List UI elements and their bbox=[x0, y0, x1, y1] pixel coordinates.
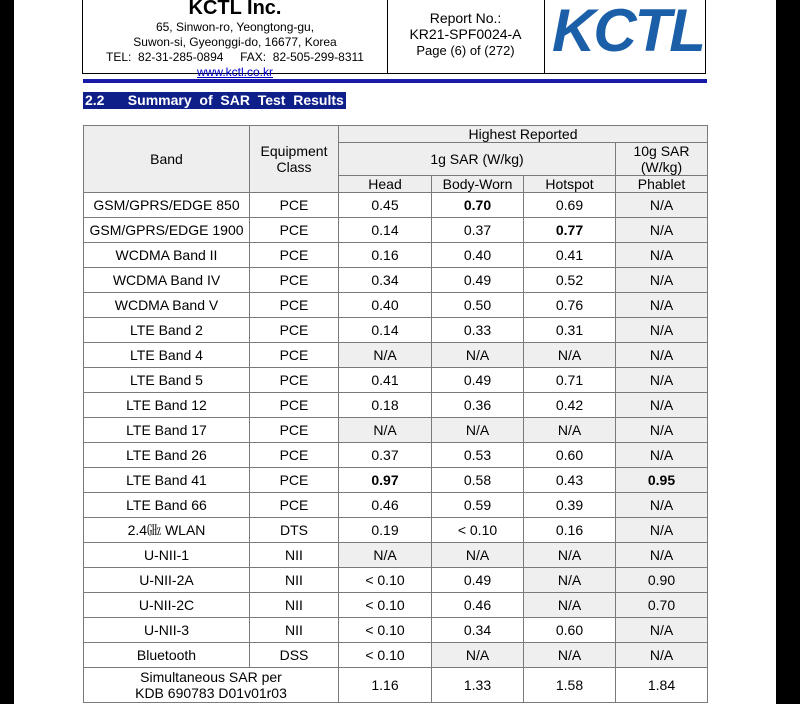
head-cell: 0.16 bbox=[339, 243, 432, 268]
body-worn-cell: 0.46 bbox=[432, 593, 524, 618]
equipment-cell: PCE bbox=[250, 193, 339, 218]
page-header bbox=[82, 0, 706, 79]
head-cell: 0.46 bbox=[339, 493, 432, 518]
band-cell: WCDMA Band II bbox=[84, 243, 250, 268]
hotspot-cell: N/A bbox=[524, 543, 616, 568]
table-row bbox=[84, 193, 708, 218]
simultaneous-row bbox=[84, 668, 708, 703]
hotspot-cell: 0.60 bbox=[524, 443, 616, 468]
table-row bbox=[84, 543, 708, 568]
head-cell: 0.14 bbox=[339, 218, 432, 243]
equipment-cell: PCE bbox=[250, 343, 339, 368]
body-worn-cell: 0.34 bbox=[432, 618, 524, 643]
band-cell: WCDMA Band IV bbox=[84, 268, 250, 293]
report-block bbox=[387, 0, 545, 73]
equipment-cell: PCE bbox=[250, 218, 339, 243]
body-worn-cell: N/A bbox=[432, 418, 524, 443]
band-cell: LTE Band 17 bbox=[84, 418, 250, 443]
col-header-1g: 1g SAR (W/kg) bbox=[339, 143, 616, 176]
phablet-cell: N/A bbox=[616, 518, 708, 543]
band-cell: Bluetooth bbox=[84, 643, 250, 668]
col-header-10g: 10g SAR (W/kg) bbox=[616, 143, 708, 176]
table-row bbox=[84, 593, 708, 618]
body-worn-cell: N/A bbox=[432, 643, 524, 668]
body-worn-cell: 0.70 bbox=[432, 193, 524, 218]
report-label: Report No.: bbox=[429, 10, 502, 26]
equipment-cell: PCE bbox=[250, 418, 339, 443]
band-cell: LTE Band 26 bbox=[84, 443, 250, 468]
phablet-cell: N/A bbox=[616, 443, 708, 468]
hotspot-cell: 0.69 bbox=[524, 193, 616, 218]
hotspot-cell: N/A bbox=[524, 568, 616, 593]
logo-block bbox=[544, 0, 705, 73]
equipment-cell: PCE bbox=[250, 443, 339, 468]
equipment-cell: PCE bbox=[250, 368, 339, 393]
table-row bbox=[84, 493, 708, 518]
hotspot-cell: 0.31 bbox=[524, 318, 616, 343]
equipment-cell: PCE bbox=[250, 393, 339, 418]
col-header-band: Band bbox=[84, 126, 250, 193]
equipment-cell: PCE bbox=[250, 293, 339, 318]
header-rule bbox=[83, 79, 707, 83]
simultaneous-body-worn: 1.33 bbox=[432, 668, 524, 703]
hotspot-cell: N/A bbox=[524, 418, 616, 443]
head-cell: < 0.10 bbox=[339, 643, 432, 668]
company-name: KCTL Inc. bbox=[188, 0, 282, 19]
company-block bbox=[83, 0, 388, 79]
table-row bbox=[84, 418, 708, 443]
table-row bbox=[84, 368, 708, 393]
body-worn-cell: 0.40 bbox=[432, 243, 524, 268]
col-header-equipment: Equipment Class bbox=[250, 126, 339, 193]
head-cell: 0.34 bbox=[339, 268, 432, 293]
body-worn-cell: N/A bbox=[432, 343, 524, 368]
table-row bbox=[84, 568, 708, 593]
equipment-cell: NII bbox=[250, 618, 339, 643]
hotspot-cell: 0.76 bbox=[524, 293, 616, 318]
phablet-cell: N/A bbox=[616, 343, 708, 368]
phablet-cell: N/A bbox=[616, 243, 708, 268]
document-page bbox=[14, 0, 776, 704]
simultaneous-phablet: 1.84 bbox=[616, 668, 708, 703]
hotspot-cell: N/A bbox=[524, 593, 616, 618]
table-row bbox=[84, 293, 708, 318]
phablet-cell: 0.70 bbox=[616, 593, 708, 618]
body-worn-cell: 0.59 bbox=[432, 493, 524, 518]
hotspot-cell: 0.42 bbox=[524, 393, 616, 418]
band-cell: 2.4㎓ WLAN bbox=[84, 518, 250, 543]
hotspot-cell: 0.52 bbox=[524, 268, 616, 293]
body-worn-cell: 0.53 bbox=[432, 443, 524, 468]
band-cell: LTE Band 41 bbox=[84, 468, 250, 493]
band-cell: U-NII-2C bbox=[84, 593, 250, 618]
table-row bbox=[84, 518, 708, 543]
head-cell: < 0.10 bbox=[339, 568, 432, 593]
band-cell: LTE Band 2 bbox=[84, 318, 250, 343]
tel-fax: TEL: 82-31-285-0894 FAX: 82-505-299-8311 bbox=[106, 50, 364, 64]
equipment-cell: NII bbox=[250, 543, 339, 568]
table-row bbox=[84, 443, 708, 468]
phablet-cell: N/A bbox=[616, 618, 708, 643]
hotspot-cell: 0.43 bbox=[524, 468, 616, 493]
equipment-cell: DSS bbox=[250, 643, 339, 668]
equipment-cell: NII bbox=[250, 568, 339, 593]
address-line-2: Suwon-si, Gyeonggi-do, 16677, Korea bbox=[133, 35, 337, 49]
sub-header-body-worn: Body-Worn bbox=[432, 176, 524, 193]
band-cell: LTE Band 66 bbox=[84, 493, 250, 518]
hotspot-cell: 0.41 bbox=[524, 243, 616, 268]
body-worn-cell: 0.37 bbox=[432, 218, 524, 243]
phablet-cell: N/A bbox=[616, 418, 708, 443]
phablet-cell: N/A bbox=[616, 643, 708, 668]
table-row bbox=[84, 268, 708, 293]
head-cell: 0.45 bbox=[339, 193, 432, 218]
phablet-cell: N/A bbox=[616, 318, 708, 343]
head-cell: 0.97 bbox=[339, 468, 432, 493]
body-worn-cell: < 0.10 bbox=[432, 518, 524, 543]
band-cell: LTE Band 4 bbox=[84, 343, 250, 368]
simultaneous-label: Simultaneous SAR per KDB 690783 D01v01r03 bbox=[84, 668, 339, 703]
equipment-cell: PCE bbox=[250, 493, 339, 518]
band-cell: U-NII-1 bbox=[84, 543, 250, 568]
head-cell: N/A bbox=[339, 543, 432, 568]
phablet-cell: N/A bbox=[616, 368, 708, 393]
hotspot-cell: 0.60 bbox=[524, 618, 616, 643]
report-number: KR21-SPF0024-A bbox=[409, 26, 522, 42]
table-row bbox=[84, 343, 708, 368]
phablet-cell: N/A bbox=[616, 268, 708, 293]
head-cell: 0.37 bbox=[339, 443, 432, 468]
equipment-cell: PCE bbox=[250, 318, 339, 343]
band-cell: GSM/GPRS/EDGE 1900 bbox=[84, 218, 250, 243]
kctl-logo: KCTL bbox=[552, 0, 704, 64]
equipment-cell: PCE bbox=[250, 268, 339, 293]
band-cell: U-NII-2A bbox=[84, 568, 250, 593]
phablet-cell: N/A bbox=[616, 193, 708, 218]
head-cell: < 0.10 bbox=[339, 593, 432, 618]
table-row bbox=[84, 218, 708, 243]
website-link[interactable]: www.kctl.co.kr bbox=[196, 65, 273, 79]
body-worn-cell: 0.49 bbox=[432, 568, 524, 593]
hotspot-cell: N/A bbox=[524, 643, 616, 668]
equipment-cell: NII bbox=[250, 593, 339, 618]
col-header-highest: Highest Reported bbox=[339, 126, 708, 143]
head-cell: 0.18 bbox=[339, 393, 432, 418]
band-cell: GSM/GPRS/EDGE 850 bbox=[84, 193, 250, 218]
band-cell: U-NII-3 bbox=[84, 618, 250, 643]
phablet-cell: N/A bbox=[616, 493, 708, 518]
sub-header-head: Head bbox=[339, 176, 432, 193]
hotspot-cell: N/A bbox=[524, 343, 616, 368]
page-info: Page (6) of (272) bbox=[416, 43, 515, 58]
body-worn-cell: N/A bbox=[432, 543, 524, 568]
head-cell: 0.41 bbox=[339, 368, 432, 393]
simultaneous-hotspot: 1.58 bbox=[524, 668, 616, 703]
body-worn-cell: 0.33 bbox=[432, 318, 524, 343]
hotspot-cell: 0.16 bbox=[524, 518, 616, 543]
band-cell: LTE Band 5 bbox=[84, 368, 250, 393]
section-title: 2.2 Summary of SAR Test Results bbox=[85, 92, 344, 108]
head-cell: < 0.10 bbox=[339, 618, 432, 643]
head-cell: N/A bbox=[339, 343, 432, 368]
sub-header-phablet: Phablet bbox=[616, 176, 708, 193]
head-cell: 0.40 bbox=[339, 293, 432, 318]
body-worn-cell: 0.49 bbox=[432, 368, 524, 393]
phablet-cell: N/A bbox=[616, 393, 708, 418]
body-worn-cell: 0.36 bbox=[432, 393, 524, 418]
hotspot-cell: 0.39 bbox=[524, 493, 616, 518]
head-cell: N/A bbox=[339, 418, 432, 443]
phablet-cell: 0.90 bbox=[616, 568, 708, 593]
band-cell: WCDMA Band V bbox=[84, 293, 250, 318]
hotspot-cell: 0.71 bbox=[524, 368, 616, 393]
phablet-cell: N/A bbox=[616, 218, 708, 243]
table-row bbox=[84, 643, 708, 668]
head-cell: 0.14 bbox=[339, 318, 432, 343]
sub-header-hotspot: Hotspot bbox=[524, 176, 616, 193]
table-row bbox=[84, 318, 708, 343]
phablet-cell: N/A bbox=[616, 293, 708, 318]
sar-summary-table bbox=[83, 125, 708, 703]
body-worn-cell: 0.49 bbox=[432, 268, 524, 293]
hotspot-cell: 0.77 bbox=[524, 218, 616, 243]
table-row bbox=[84, 393, 708, 418]
body-worn-cell: 0.50 bbox=[432, 293, 524, 318]
simultaneous-head: 1.16 bbox=[339, 668, 432, 703]
head-cell: 0.19 bbox=[339, 518, 432, 543]
body-worn-cell: 0.58 bbox=[432, 468, 524, 493]
equipment-cell: PCE bbox=[250, 468, 339, 493]
phablet-cell: N/A bbox=[616, 543, 708, 568]
address-line-1: 65, Sinwon-ro, Yeongtong-gu, bbox=[155, 20, 315, 34]
table-row bbox=[84, 243, 708, 268]
table-row bbox=[84, 468, 708, 493]
equipment-cell: PCE bbox=[250, 243, 339, 268]
band-cell: LTE Band 12 bbox=[84, 393, 250, 418]
phablet-cell: 0.95 bbox=[616, 468, 708, 493]
equipment-cell: DTS bbox=[250, 518, 339, 543]
table-row bbox=[84, 618, 708, 643]
